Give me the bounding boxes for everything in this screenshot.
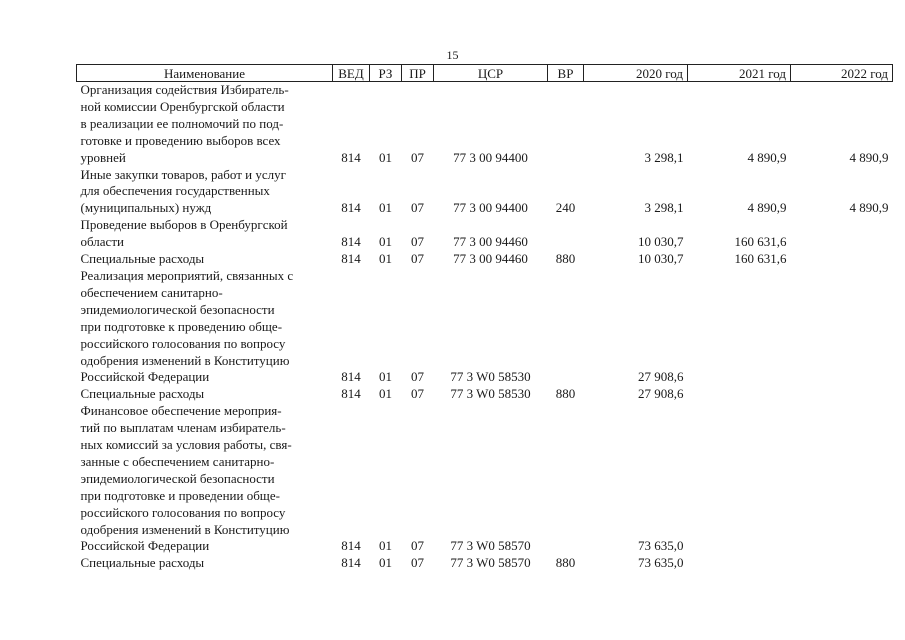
row-name-line: Реализация мероприятий, связанных с: [80, 267, 294, 283]
row-name-line: готовке и проведению выборов всех: [80, 132, 281, 148]
row-name: [77, 251, 333, 268]
table-row: [77, 386, 893, 403]
row-name-line: Проведение выборов в Оренбургской: [80, 217, 288, 233]
header-name: Наименование: [77, 65, 333, 82]
table-body: [77, 82, 893, 573]
row-name: [77, 82, 333, 167]
table-row: [77, 403, 893, 555]
row-rz: 01: [379, 369, 392, 385]
row-name-line: при подготовке к проведению обще-: [80, 318, 283, 334]
header-row: [77, 65, 893, 82]
row-name-line: Специальные расходы: [80, 555, 205, 571]
row-name-line: российского голосования по вопросу: [80, 504, 286, 520]
row-rz: 01: [379, 234, 392, 250]
row-name-line: российского голосования по вопросу: [80, 335, 286, 351]
row-name-line: в реализации ее полномочий по под-: [80, 115, 284, 131]
row-2020: 3 298,1: [644, 200, 684, 216]
row-name-line: Российской Федерации: [80, 538, 210, 554]
table-row: [77, 82, 893, 167]
budget-table: [76, 64, 893, 572]
row-2022: 4 890,9: [849, 200, 889, 216]
row-name-line: области: [80, 234, 124, 250]
row-pr: 07: [411, 369, 424, 385]
row-vr: [548, 268, 584, 386]
row-2020: 73 635,0: [638, 555, 684, 571]
row-name-line: Специальные расходы: [80, 386, 205, 402]
row-csr: 77 3 00 94460: [453, 234, 528, 250]
row-ved: 814: [341, 149, 361, 165]
header-ved: ВЕД: [333, 65, 370, 82]
row-name: [77, 167, 333, 218]
row-name-line: Специальные расходы: [80, 251, 205, 267]
header-csr: ЦСР: [434, 65, 548, 82]
row-rz: 01: [379, 538, 392, 554]
row-vr: 880: [555, 251, 576, 267]
row-ved: 814: [341, 555, 361, 571]
row-csr: 77 3 00 94400: [453, 200, 528, 216]
row-name-line: одобрения изменений в Конституцию: [80, 521, 290, 537]
row-2022: [791, 555, 893, 572]
row-2022: [791, 217, 893, 251]
row-rz: 01: [379, 555, 392, 571]
row-name-line: для обеспечения государственных: [80, 183, 270, 199]
row-pr: 07: [411, 234, 424, 250]
row-pr: 07: [411, 386, 424, 402]
header-vr: ВР: [548, 65, 584, 82]
row-csr: 77 3 W0 58570: [450, 538, 531, 554]
row-name-line: Российской Федерации: [80, 369, 210, 385]
row-csr: 77 3 00 94400: [453, 149, 528, 165]
row-name: [77, 217, 333, 251]
row-name-line: при подготовке и проведении обще-: [80, 487, 280, 503]
row-csr: 77 3 W0 58530: [450, 386, 531, 402]
row-name: [77, 403, 333, 555]
row-2021: 4 890,9: [747, 149, 787, 165]
row-name-line: (муниципальных) нужд: [80, 200, 212, 216]
row-name-line: обеспечением санитарно-: [80, 284, 223, 300]
row-csr: 77 3 00 94460: [453, 251, 528, 267]
row-name-line: эпидемиологической безопасности: [80, 301, 275, 317]
table-row: [77, 268, 893, 386]
row-ved: 814: [341, 386, 361, 402]
row-name: [77, 386, 333, 403]
row-2022: 4 890,9: [849, 149, 889, 165]
row-2020: 27 908,6: [638, 369, 684, 385]
row-2021: [688, 403, 791, 555]
row-vr: [548, 403, 584, 555]
row-vr: [548, 82, 584, 167]
row-2022: [791, 268, 893, 386]
row-vr: 880: [555, 555, 576, 571]
row-2020: 27 908,6: [638, 386, 684, 402]
row-2022: [791, 251, 893, 268]
row-name-line: ной комиссии Оренбургской области: [80, 98, 285, 114]
row-name-line: уровней: [80, 149, 126, 165]
row-rz: 01: [379, 251, 392, 267]
row-name: [77, 555, 333, 572]
row-2021: [688, 268, 791, 386]
row-ved: 814: [341, 251, 361, 267]
row-name-line: эпидемиологической безопасности: [80, 470, 275, 486]
table-row: [77, 217, 893, 251]
row-name-line: Финансовое обеспечение мероприя-: [80, 403, 282, 419]
row-2020: 10 030,7: [638, 234, 684, 250]
row-2022: [791, 403, 893, 555]
row-csr: 77 3 W0 58530: [450, 369, 531, 385]
row-csr: 77 3 W0 58570: [450, 555, 531, 571]
row-name-line: тий по выплатам членам избиратель-: [80, 420, 286, 436]
row-vr: 880: [555, 386, 576, 402]
row-pr: 07: [411, 200, 424, 216]
row-2022: [791, 386, 893, 403]
row-2020: 73 635,0: [638, 538, 684, 554]
row-ved: 814: [341, 369, 361, 385]
row-pr: 07: [411, 149, 424, 165]
header-2021: 2021 год: [688, 65, 791, 82]
row-2020: 3 298,1: [644, 149, 684, 165]
row-pr: 07: [411, 555, 424, 571]
header-rz: РЗ: [370, 65, 402, 82]
page-number: 15: [446, 48, 459, 62]
row-name: [77, 268, 333, 386]
row-rz: 01: [379, 200, 392, 216]
row-vr: 240: [555, 200, 576, 216]
row-2020: 10 030,7: [638, 251, 684, 267]
row-name-line: занные с обеспечением санитарно-: [80, 453, 275, 469]
row-pr: 07: [411, 538, 424, 554]
row-pr: 07: [411, 251, 424, 267]
header-2022: 2022 год: [791, 65, 893, 82]
row-ved: 814: [341, 200, 361, 216]
row-rz: 01: [379, 386, 392, 402]
row-2021: 160 631,6: [734, 251, 787, 267]
table-row: [77, 555, 893, 572]
row-name-line: Иные закупки товаров, работ и услуг: [80, 166, 286, 182]
row-name-line: одобрения изменений в Конституцию: [80, 352, 290, 368]
row-ved: 814: [341, 538, 361, 554]
header-pr: ПР: [402, 65, 434, 82]
row-vr: [548, 217, 584, 251]
row-rz: 01: [379, 149, 392, 165]
row-2021: [688, 555, 791, 572]
row-name-line: ных комиссий за условия работы, свя-: [80, 437, 292, 453]
row-2021: [688, 386, 791, 403]
table-row: [77, 167, 893, 218]
header-2020: 2020 год: [584, 65, 688, 82]
table-row: [77, 251, 893, 268]
row-2021: 4 890,9: [747, 200, 787, 216]
row-name-line: Организация содействия Избиратель-: [80, 82, 289, 97]
row-ved: 814: [341, 234, 361, 250]
row-2021: 160 631,6: [734, 234, 787, 250]
